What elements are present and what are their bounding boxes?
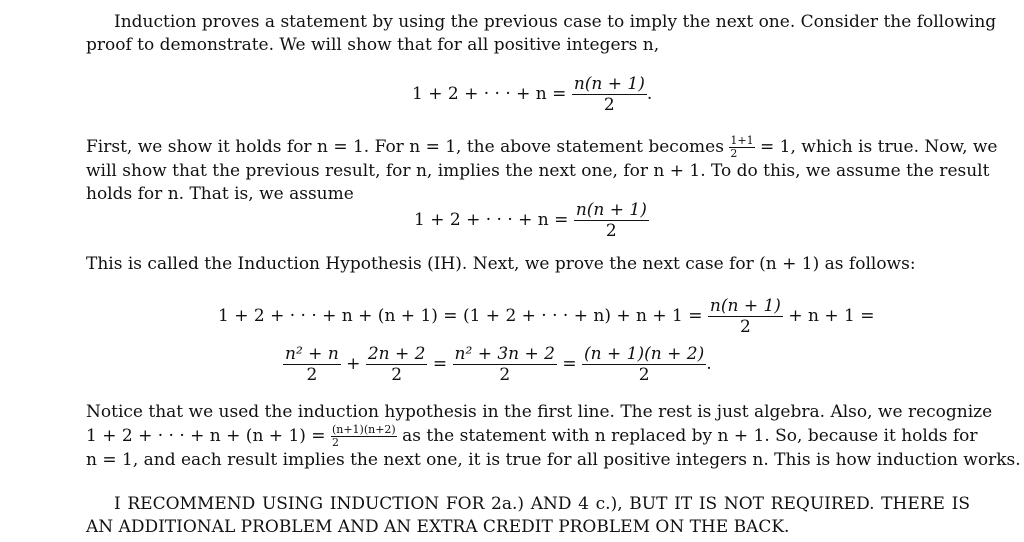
equation-fraction [708,296,783,337]
intro-line-2: proof to demonstrate. We will show that for all positive integers n, [86,35,660,55]
fraction-numerator: (n + 1)(n + 2) [584,344,705,364]
base-case-line-2: will show that the previous result, for n, implies the next one, for n + 1. To do this, we assume the result [86,161,990,181]
hypothesis-line: This is called the Induction Hypothesis (IH). Next, we prove the next case for (n + 1) as follows: [86,254,916,274]
intro-line-1: Induction proves a statement by using the previous case to imply the next one. Consider the following [114,12,997,32]
inline-fraction-numerator: 1+1 [730,134,754,147]
fraction-denominator: 2 [708,316,783,337]
fraction-numerator: n² + 3n + 2 [454,344,555,364]
fraction-4 [582,344,706,385]
inline-fraction-numerator: (n+1)(n+2) [331,423,396,436]
inline-fraction [729,135,754,160]
equation-rhs: + n + 1 = [788,306,875,326]
conclusion-paragraph [86,401,1021,472]
equation-lhs: 1 + 2 + · · · + n = [412,84,567,104]
operator-equals: = [432,354,448,374]
fraction-3 [453,344,557,385]
inline-fraction-denominator: 2 [331,436,397,449]
equation-inductive-step-1 [218,296,874,337]
base-case-text-a: First, we show it holds for n = 1. For n = 1, the above statement becomes [86,137,724,157]
fraction-denominator: 2 [572,94,647,115]
equation-fraction [574,200,649,241]
base-case-text-b: = 1, which is true. Now, we [760,137,998,157]
base-case-line-1 [86,134,998,160]
equation-lhs: 1 + 2 + · · · + n + (n + 1) = (1 + 2 + · · · + n) + n + 1 = [218,306,703,326]
base-case-paragraph [86,134,998,206]
recommendation-note [86,493,970,539]
conclusion-line-1: Notice that we used the induction hypothesis in the first line. The rest is just algebra. Also, we recognize [86,402,993,422]
conclusion-text-a: 1 + 2 + · · · + n + (n + 1) = [86,426,326,446]
equation-period: . [706,354,712,374]
operator-plus: + [346,354,361,374]
conclusion-line-2 [86,423,978,449]
fraction-denominator: 2 [582,364,706,385]
fraction-2 [366,344,428,385]
fraction-numerator: n(n + 1) [709,296,781,316]
equation-lhs: 1 + 2 + · · · + n = [414,210,569,230]
equation-induction-hypothesis [414,200,649,241]
base-case-line-3: holds for n. That is, we assume [86,184,354,204]
hypothesis-paragraph [86,253,970,276]
conclusion-line-3: n = 1, and each result implies the next one, it is true for all positive integers n. This is how induction works. [86,450,1021,470]
fraction-1 [283,344,341,385]
fraction-denominator: 2 [283,364,341,385]
equation-sum-formula [412,74,652,115]
fraction-numerator: 2n + 2 [367,344,426,364]
equation-inductive-step-2 [283,344,712,385]
fraction-numerator: n² + n [285,344,339,364]
intro-paragraph [86,11,997,57]
fraction-denominator: 2 [453,364,557,385]
fraction-numerator: n(n + 1) [575,200,647,220]
fraction-denominator: 2 [366,364,428,385]
fraction-numerator: n(n + 1) [573,74,645,94]
inline-fraction [331,424,397,449]
inline-fraction-denominator: 2 [729,147,754,160]
equation-fraction [572,74,647,115]
fraction-denominator: 2 [574,220,649,241]
note-line-2: AN ADDITIONAL PROBLEM AND AN EXTRA CREDIT PROBLEM ON THE BACK. [86,517,790,537]
equation-period: . [646,84,653,104]
conclusion-text-b: as the statement with n replaced by n + 1. So, because it holds for [402,426,978,446]
note-line-1: I RECOMMEND USING INDUCTION FOR 2a.) AND 4 c.), BUT IT IS NOT REQUIRED. THERE IS [114,494,970,514]
operator-equals: = [562,354,577,374]
